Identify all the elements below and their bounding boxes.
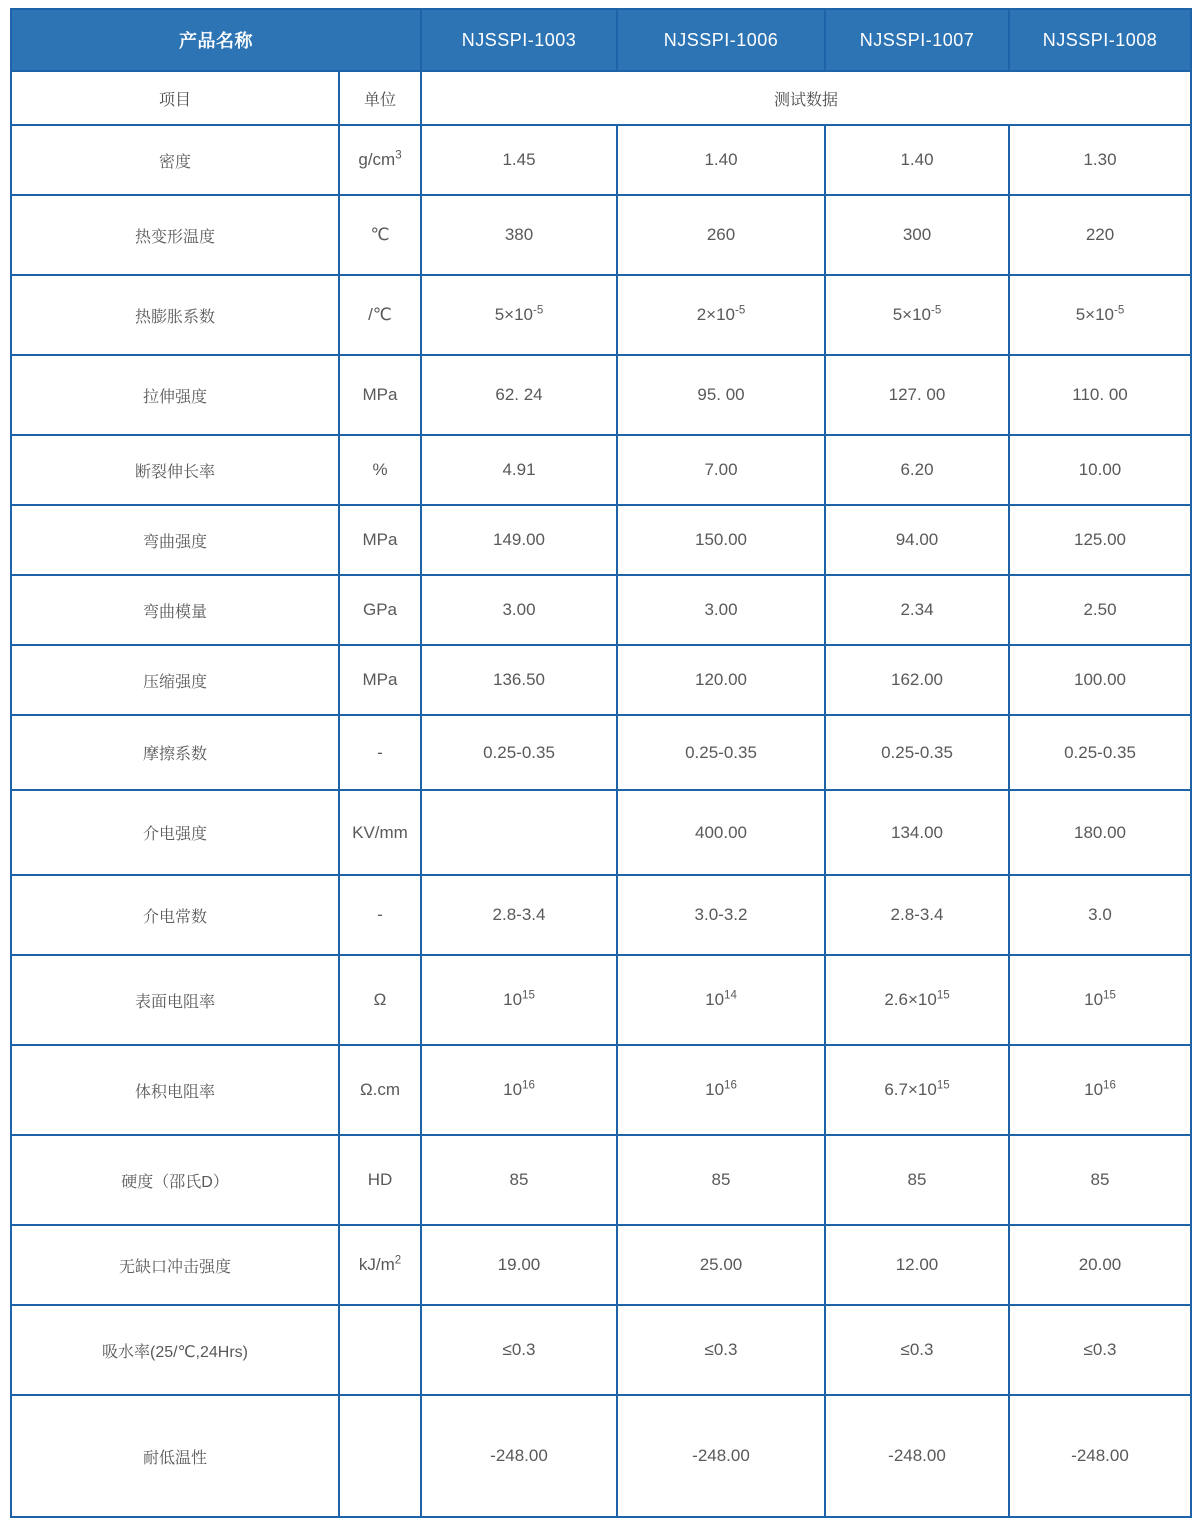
value-cell: 0.25-0.35 (617, 715, 825, 790)
unit-cell: ℃ (339, 195, 421, 275)
row-label: 耐低温性 (11, 1395, 339, 1517)
value-cell: 100.00 (1009, 645, 1191, 715)
table-row (11, 790, 1191, 875)
value-cell: $2.6\times 10^{15}$ (825, 955, 1009, 1045)
value-cell: 180.00 (1009, 790, 1191, 875)
value-cell: 110. 00 (1009, 355, 1191, 435)
value-cell: $10^{15}$ (1009, 955, 1191, 1045)
table-row (11, 575, 1191, 645)
product-col-header-3: NJSSPI-1007 (825, 9, 1009, 71)
value-cell: 400.00 (617, 790, 825, 875)
unit-cell: HD (339, 1135, 421, 1225)
product-col-header-2: NJSSPI-1006 (617, 9, 825, 71)
value-cell: 20.00 (1009, 1225, 1191, 1305)
value-cell: $6.7\times 10^{15}$ (825, 1045, 1009, 1135)
value-cell: 85 (825, 1135, 1009, 1225)
table-row (11, 1305, 1191, 1395)
row-label: 硬度（邵氏D） (11, 1135, 339, 1225)
value-cell: ≤0.3 (825, 1305, 1009, 1395)
value-cell: ≤0.3 (421, 1305, 617, 1395)
row-label: 摩擦系数 (11, 715, 339, 790)
row-label: 拉伸强度 (11, 355, 339, 435)
value-cell: 4.91 (421, 435, 617, 505)
row-label: 热变形温度 (11, 195, 339, 275)
table-row (11, 505, 1191, 575)
value-cell: 2.34 (825, 575, 1009, 645)
unit-cell (339, 1305, 421, 1395)
value-cell: 3.00 (617, 575, 825, 645)
unit-cell: KV/mm (339, 790, 421, 875)
item-header: 项目 (11, 71, 339, 125)
table-body (11, 125, 1191, 1517)
unit-cell: Ω (339, 955, 421, 1045)
value-cell: 10.00 (1009, 435, 1191, 505)
row-label: 热膨胀系数 (11, 275, 339, 355)
unit-cell: GPa (339, 575, 421, 645)
unit-cell: $kJ/m^2$ (339, 1225, 421, 1305)
table-row (11, 955, 1191, 1045)
unit-cell: - (339, 715, 421, 790)
value-cell: $10^{16}$ (617, 1045, 825, 1135)
table-row (11, 275, 1191, 355)
unit-cell: Ω.cm (339, 1045, 421, 1135)
value-cell: 25.00 (617, 1225, 825, 1305)
value-cell: -248.00 (617, 1395, 825, 1517)
unit-cell: /℃ (339, 275, 421, 355)
row-label: 介电强度 (11, 790, 339, 875)
value-cell: $10^{16}$ (1009, 1045, 1191, 1135)
value-cell: 120.00 (617, 645, 825, 715)
value-cell: $5\times 10^{-5}$ (1009, 275, 1191, 355)
value-cell: $10^{15}$ (421, 955, 617, 1045)
value-cell: 300 (825, 195, 1009, 275)
value-cell: 1.30 (1009, 125, 1191, 195)
row-label: 密度 (11, 125, 339, 195)
product-col-header-4: NJSSPI-1008 (1009, 9, 1191, 71)
row-label: 压缩强度 (11, 645, 339, 715)
value-cell: 2.8-3.4 (421, 875, 617, 955)
value-cell: 0.25-0.35 (825, 715, 1009, 790)
product-header-row (11, 9, 1191, 71)
row-label: 吸水率(25/℃,24Hrs) (11, 1305, 339, 1395)
value-cell: 7.00 (617, 435, 825, 505)
value-cell: 149.00 (421, 505, 617, 575)
value-cell: -248.00 (421, 1395, 617, 1517)
value-cell: 1.40 (617, 125, 825, 195)
table-row (11, 715, 1191, 790)
value-cell: 12.00 (825, 1225, 1009, 1305)
value-cell: -248.00 (1009, 1395, 1191, 1517)
product-col-header-1: NJSSPI-1003 (421, 9, 617, 71)
value-cell: 85 (617, 1135, 825, 1225)
value-cell: 220 (1009, 195, 1191, 275)
unit-cell: MPa (339, 355, 421, 435)
row-label: 弯曲模量 (11, 575, 339, 645)
unit-cell: MPa (339, 505, 421, 575)
table-row (11, 1045, 1191, 1135)
test-data-header: 测试数据 (421, 71, 1191, 125)
value-cell: 6.20 (825, 435, 1009, 505)
value-cell: 3.00 (421, 575, 617, 645)
value-cell: 0.25-0.35 (1009, 715, 1191, 790)
value-cell: 1.45 (421, 125, 617, 195)
value-cell: 1.40 (825, 125, 1009, 195)
value-cell: 2.8-3.4 (825, 875, 1009, 955)
value-cell: 62. 24 (421, 355, 617, 435)
value-cell: 134.00 (825, 790, 1009, 875)
value-cell: 85 (421, 1135, 617, 1225)
row-label: 介电常数 (11, 875, 339, 955)
value-cell: 19.00 (421, 1225, 617, 1305)
value-cell: 95. 00 (617, 355, 825, 435)
value-cell: 127. 00 (825, 355, 1009, 435)
unit-cell: - (339, 875, 421, 955)
subheader-row (11, 71, 1191, 125)
value-cell: 162.00 (825, 645, 1009, 715)
table-row (11, 1395, 1191, 1517)
value-cell: 3.0 (1009, 875, 1191, 955)
value-cell: $10^{16}$ (421, 1045, 617, 1135)
value-cell: 94.00 (825, 505, 1009, 575)
row-label: 体积电阻率 (11, 1045, 339, 1135)
value-cell: 260 (617, 195, 825, 275)
table-row (11, 875, 1191, 955)
unit-cell (339, 1395, 421, 1517)
table-row (11, 195, 1191, 275)
value-cell: ≤0.3 (617, 1305, 825, 1395)
product-spec-table (10, 8, 1192, 1518)
value-cell: ≤0.3 (1009, 1305, 1191, 1395)
product-name-header: 产品名称 (11, 9, 421, 71)
table-row (11, 1135, 1191, 1225)
row-label: 表面电阻率 (11, 955, 339, 1045)
table-row (11, 125, 1191, 195)
value-cell: 3.0-3.2 (617, 875, 825, 955)
row-label: 弯曲强度 (11, 505, 339, 575)
table-row (11, 1225, 1191, 1305)
unit-header: 单位 (339, 71, 421, 125)
table-row (11, 355, 1191, 435)
value-cell: 0.25-0.35 (421, 715, 617, 790)
unit-cell: % (339, 435, 421, 505)
unit-cell: MPa (339, 645, 421, 715)
unit-cell: $g/cm^3$ (339, 125, 421, 195)
value-cell: -248.00 (825, 1395, 1009, 1517)
row-label: 无缺口冲击强度 (11, 1225, 339, 1305)
value-cell: 136.50 (421, 645, 617, 715)
value-cell (421, 790, 617, 875)
value-cell: 2.50 (1009, 575, 1191, 645)
value-cell: 85 (1009, 1135, 1191, 1225)
value-cell: $10^{14}$ (617, 955, 825, 1045)
value-cell: 125.00 (1009, 505, 1191, 575)
value-cell: 380 (421, 195, 617, 275)
value-cell: 150.00 (617, 505, 825, 575)
table-row (11, 645, 1191, 715)
table-row (11, 435, 1191, 505)
value-cell: $5\times 10^{-5}$ (421, 275, 617, 355)
value-cell: $2\times 10^{-5}$ (617, 275, 825, 355)
value-cell: $5\times 10^{-5}$ (825, 275, 1009, 355)
row-label: 断裂伸长率 (11, 435, 339, 505)
